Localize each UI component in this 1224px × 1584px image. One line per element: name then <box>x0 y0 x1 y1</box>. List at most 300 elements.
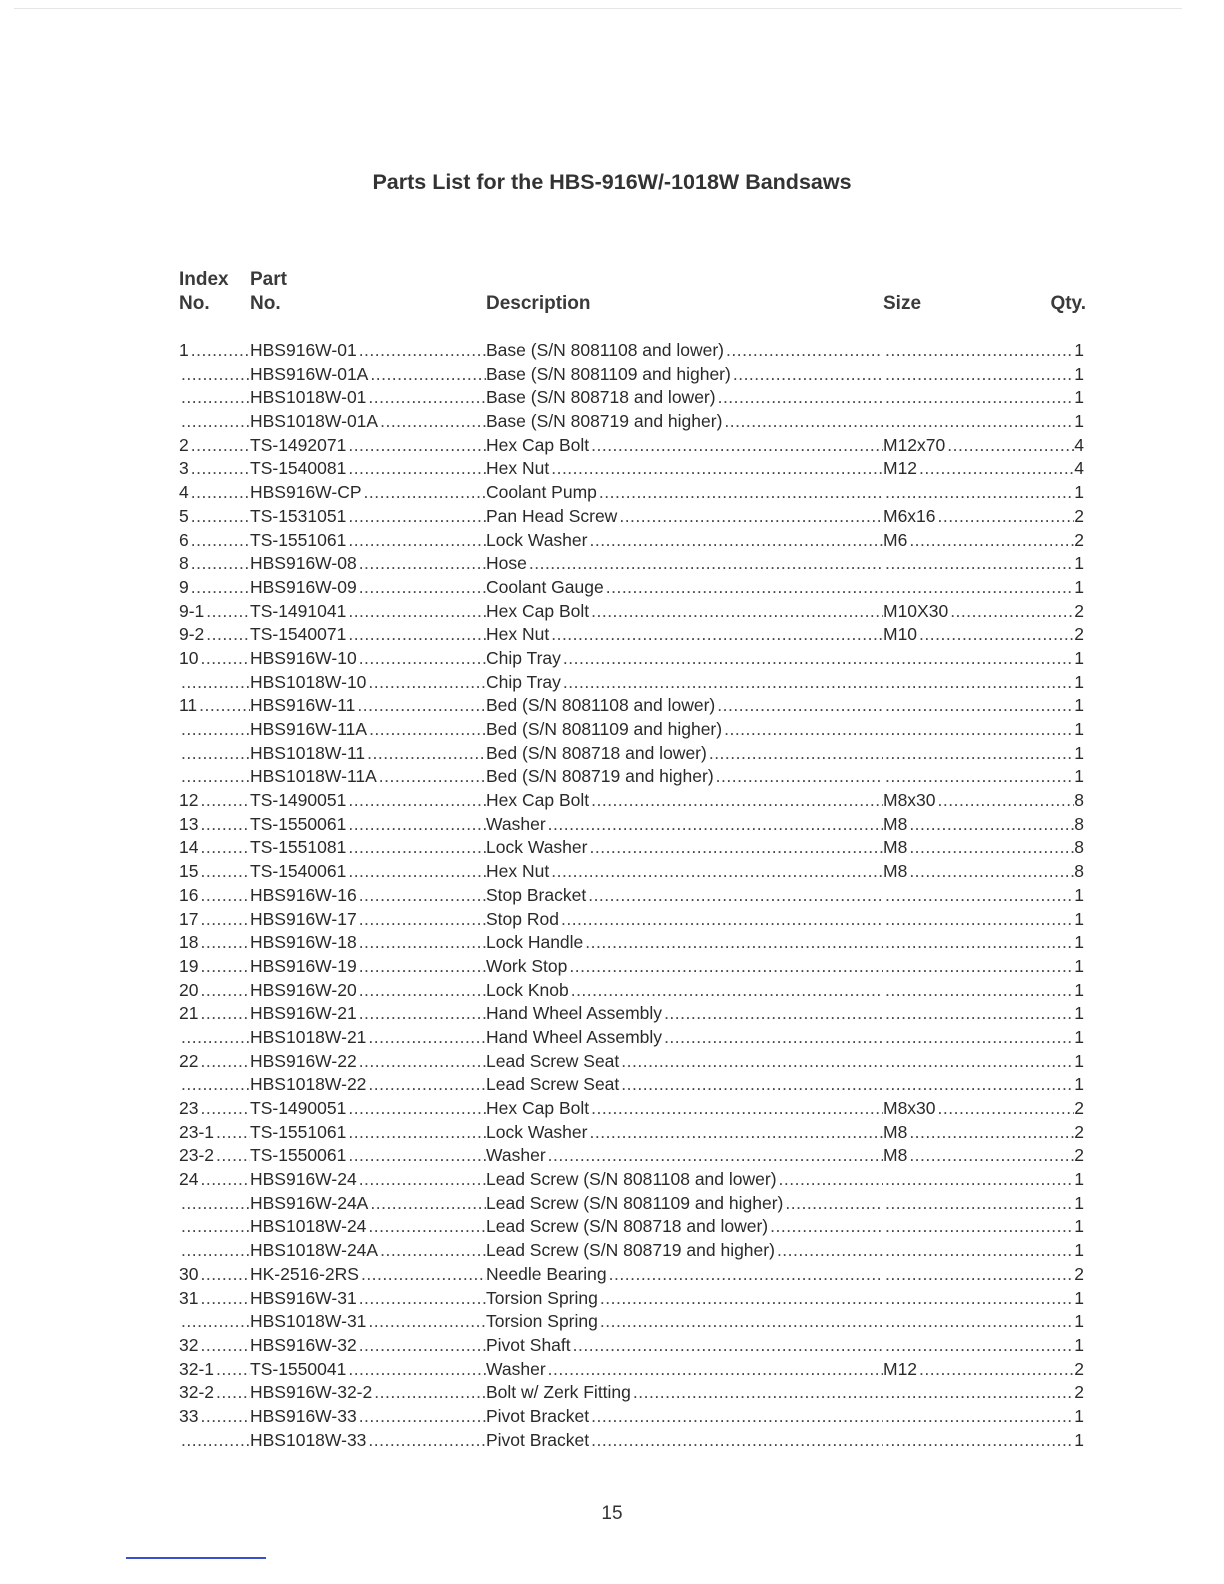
table-row <box>179 481 1086 505</box>
part-number-cell-text: HBS916W-32-2 <box>250 1382 373 1403</box>
header-description: Description <box>486 293 591 314</box>
dot-leader <box>909 529 1074 553</box>
dot-leader <box>885 931 1074 955</box>
index-cell <box>179 1192 250 1216</box>
index-cell <box>179 1215 250 1239</box>
dot-leader <box>551 457 883 481</box>
part-number-cell <box>250 1215 486 1239</box>
qty-cell <box>1074 742 1086 766</box>
index-cell-text: 32-2 <box>179 1382 215 1403</box>
index-cell-text: 14 <box>179 837 199 858</box>
size-cell <box>883 884 1074 908</box>
size-cell-text: M6x16 <box>883 505 936 526</box>
part-number-cell <box>250 1358 486 1382</box>
qty-cell-text: 1 <box>1074 576 1084 597</box>
description-cell-text: Hex Cap Bolt <box>486 790 590 811</box>
qty-cell-text: 2 <box>1074 1098 1084 1118</box>
description-cell-text: Lock Washer <box>486 837 588 858</box>
index-cell <box>179 1287 250 1311</box>
size-cell <box>883 1050 1074 1074</box>
index-cell <box>179 765 250 789</box>
index-cell <box>179 576 250 600</box>
part-number-cell-text: HBS916W-18 <box>250 932 357 953</box>
qty-cell <box>1074 789 1086 813</box>
dot-leader <box>563 671 883 695</box>
part-number-cell <box>250 339 486 363</box>
qty-cell <box>1074 1334 1086 1358</box>
dot-leader <box>348 529 486 553</box>
qty-cell-text: 1 <box>1074 908 1084 929</box>
table-row <box>179 576 1086 600</box>
dot-leader <box>885 671 1074 695</box>
dot-leader <box>919 1358 1074 1382</box>
part-number-cell <box>250 671 486 695</box>
index-cell <box>179 1097 250 1121</box>
dot-leader <box>950 600 1074 624</box>
dot-leader <box>206 623 250 647</box>
table-row <box>179 789 1086 813</box>
dot-leader <box>619 505 883 529</box>
dot-leader <box>191 339 250 363</box>
dot-leader <box>200 860 250 884</box>
qty-cell <box>1074 647 1086 671</box>
qty-cell <box>1074 505 1086 529</box>
size-cell-text: M8x30 <box>883 1098 936 1118</box>
size-cell <box>883 1310 1074 1334</box>
dot-leader <box>348 1097 486 1121</box>
qty-cell-text: 1 <box>1074 387 1084 408</box>
index-cell-text: 23-1 <box>179 1121 215 1142</box>
dot-leader <box>368 1026 486 1050</box>
dot-leader <box>181 363 250 387</box>
qty-cell <box>1074 813 1086 837</box>
dot-leader <box>181 1310 250 1334</box>
description-cell-text: Lock Washer <box>486 1121 588 1142</box>
index-cell-text: 2 <box>179 434 189 455</box>
dot-leader <box>364 481 486 505</box>
index-cell <box>179 363 250 387</box>
dot-leader <box>609 1263 883 1287</box>
qty-cell-text: 1 <box>1074 1334 1084 1355</box>
part-number-cell-text: TS-1551061 <box>250 1121 347 1142</box>
dot-leader <box>716 765 883 789</box>
table-row <box>179 908 1086 932</box>
index-cell <box>179 529 250 553</box>
table-row <box>179 505 1086 529</box>
dot-leader <box>664 1026 883 1050</box>
table-row <box>179 1168 1086 1192</box>
dot-leader <box>785 1192 883 1216</box>
qty-cell-text: 1 <box>1074 340 1084 360</box>
index-cell <box>179 789 250 813</box>
size-cell <box>883 1334 1074 1358</box>
index-cell-text: 4 <box>179 482 189 503</box>
description-cell-text: Bolt w/ Zerk Fitting <box>486 1382 631 1403</box>
size-cell <box>883 552 1074 576</box>
dot-leader <box>885 1002 1074 1026</box>
part-number-cell-text: HBS916W-20 <box>250 979 357 1000</box>
part-number-cell <box>250 576 486 600</box>
description-cell <box>486 1215 883 1239</box>
qty-cell-text: 2 <box>1074 624 1084 645</box>
dot-leader <box>368 1215 486 1239</box>
size-cell <box>883 1239 1074 1263</box>
dot-leader <box>181 1026 250 1050</box>
dot-leader <box>200 884 250 908</box>
dot-leader <box>200 1405 250 1429</box>
part-number-cell <box>250 1405 486 1429</box>
index-cell <box>179 1144 250 1168</box>
index-cell-text: 33 <box>179 1405 199 1426</box>
qty-cell-text: 2 <box>1074 1263 1084 1284</box>
size-cell <box>883 1215 1074 1239</box>
dot-leader <box>885 1050 1074 1074</box>
qty-cell <box>1074 1287 1086 1311</box>
index-cell <box>179 931 250 955</box>
index-cell <box>179 884 250 908</box>
dot-leader <box>380 1239 486 1263</box>
dot-leader <box>359 1050 486 1074</box>
description-cell <box>486 600 883 624</box>
index-cell-text: 13 <box>179 813 199 834</box>
dot-leader <box>359 1002 486 1026</box>
description-cell-text: Pivot Shaft <box>486 1334 571 1355</box>
qty-cell <box>1074 908 1086 932</box>
dot-leader <box>359 1405 486 1429</box>
description-cell <box>486 1026 883 1050</box>
description-cell-text: Stop Bracket <box>486 884 587 905</box>
dot-leader <box>909 860 1074 884</box>
part-number-cell <box>250 908 486 932</box>
part-number-cell-text: TS-1491041 <box>250 600 347 621</box>
table-row <box>179 1215 1086 1239</box>
dot-leader <box>181 742 250 766</box>
dot-leader <box>885 765 1074 789</box>
table-row <box>179 931 1086 955</box>
dot-leader <box>591 600 883 624</box>
description-cell <box>486 1429 883 1453</box>
size-cell-text: M6 <box>883 529 908 550</box>
index-cell-text: 15 <box>179 861 199 882</box>
dot-leader <box>359 908 486 932</box>
description-cell-text: Lock Handle <box>486 932 584 953</box>
part-number-cell-text: TS-1492071 <box>250 434 347 455</box>
dot-leader <box>777 1239 883 1263</box>
dot-leader <box>367 742 486 766</box>
index-cell-text: 19 <box>179 955 199 976</box>
dot-leader <box>600 1287 883 1311</box>
parts-list <box>179 339 1086 1452</box>
size-cell <box>883 955 1074 979</box>
description-cell <box>486 931 883 955</box>
description-cell-text: Torsion Spring <box>486 1287 598 1308</box>
dot-leader <box>200 1334 250 1358</box>
dot-leader <box>885 1215 1074 1239</box>
size-cell-text: M8 <box>883 861 908 882</box>
description-cell <box>486 742 883 766</box>
description-cell-text: Hex Cap Bolt <box>486 434 590 455</box>
dot-leader <box>368 1429 486 1453</box>
qty-cell-text: 1 <box>1074 671 1084 692</box>
qty-cell <box>1074 718 1086 742</box>
table-row <box>179 860 1086 884</box>
dot-leader <box>379 765 486 789</box>
part-number-cell-text: HBS916W-08 <box>250 553 357 574</box>
index-cell-text: 8 <box>179 553 189 574</box>
description-cell <box>486 1405 883 1429</box>
dot-leader <box>664 1002 883 1026</box>
description-cell <box>486 481 883 505</box>
size-cell-text: M12 <box>883 458 918 479</box>
table-row <box>179 1239 1086 1263</box>
qty-cell <box>1074 1381 1086 1405</box>
size-cell <box>883 1168 1074 1192</box>
dot-leader <box>885 1429 1074 1453</box>
dot-leader <box>726 339 883 363</box>
dot-leader <box>369 718 486 742</box>
table-row <box>179 434 1086 458</box>
index-cell <box>179 1310 250 1334</box>
index-cell-text: 21 <box>179 1003 199 1024</box>
dot-leader <box>563 647 883 671</box>
qty-cell-text: 1 <box>1074 411 1084 432</box>
dot-leader <box>724 410 883 434</box>
index-cell <box>179 1381 250 1405</box>
description-cell-text: Washer <box>486 813 546 834</box>
table-row <box>179 1263 1086 1287</box>
dot-leader <box>200 1097 250 1121</box>
dot-leader <box>368 1073 486 1097</box>
part-number-cell <box>250 505 486 529</box>
part-number-cell-text: TS-1531051 <box>250 505 347 526</box>
description-cell <box>486 505 883 529</box>
dot-leader <box>606 576 883 600</box>
dot-leader <box>885 1239 1074 1263</box>
qty-cell <box>1074 1002 1086 1026</box>
part-number-cell-text: HBS916W-32 <box>250 1334 357 1355</box>
qty-cell-text: 1 <box>1074 1074 1084 1095</box>
index-cell <box>179 1239 250 1263</box>
dot-leader <box>199 694 250 718</box>
qty-cell-text: 1 <box>1074 1311 1084 1332</box>
header-size: Size <box>883 293 922 314</box>
dot-leader <box>909 813 1074 837</box>
qty-cell <box>1074 931 1086 955</box>
index-cell-text: 17 <box>179 908 199 929</box>
part-number-cell <box>250 931 486 955</box>
part-number-cell <box>250 836 486 860</box>
part-number-cell-text: HBS916W-22 <box>250 1050 357 1071</box>
table-row <box>179 1429 1086 1453</box>
description-cell <box>486 884 883 908</box>
dot-leader <box>348 789 486 813</box>
description-cell <box>486 457 883 481</box>
description-cell <box>486 339 883 363</box>
dot-leader <box>368 671 486 695</box>
part-number-cell <box>250 481 486 505</box>
size-cell <box>883 505 1074 529</box>
part-number-cell <box>250 765 486 789</box>
qty-cell <box>1074 1310 1086 1334</box>
size-cell-text: M8 <box>883 1145 908 1166</box>
dot-leader <box>633 1381 883 1405</box>
dot-leader <box>885 718 1074 742</box>
dot-leader <box>359 1334 486 1358</box>
description-cell-text: Lead Screw (S/N 808718 and lower) <box>486 1216 769 1237</box>
index-cell <box>179 1358 250 1382</box>
description-cell-text: Pan Head Screw <box>486 505 618 526</box>
qty-cell-text: 2 <box>1074 1145 1084 1166</box>
description-cell <box>486 1358 883 1382</box>
description-cell-text: Hex Nut <box>486 458 550 479</box>
dot-leader <box>561 908 883 932</box>
qty-cell-text: 4 <box>1074 458 1084 479</box>
dot-leader <box>551 860 883 884</box>
table-row <box>179 1334 1086 1358</box>
dot-leader <box>380 410 486 434</box>
part-number-cell-text: HBS916W-10 <box>250 647 357 668</box>
dot-leader <box>359 552 486 576</box>
dot-leader <box>200 931 250 955</box>
qty-cell-text: 2 <box>1074 1358 1084 1379</box>
part-number-cell <box>250 718 486 742</box>
part-number-cell <box>250 1168 486 1192</box>
index-cell-text: 5 <box>179 505 189 526</box>
dot-leader <box>181 386 250 410</box>
size-cell <box>883 600 1074 624</box>
description-cell <box>486 979 883 1003</box>
dot-leader <box>200 836 250 860</box>
part-number-cell-text: HBS916W-16 <box>250 884 357 905</box>
description-cell <box>486 1073 883 1097</box>
size-cell <box>883 1381 1074 1405</box>
dot-leader <box>548 1144 883 1168</box>
qty-cell <box>1074 765 1086 789</box>
header-index-no <box>179 268 229 316</box>
page-number: 15 <box>601 1503 623 1524</box>
size-cell <box>883 1287 1074 1311</box>
size-cell <box>883 1429 1074 1453</box>
description-cell-text: Lead Screw Seat <box>486 1074 620 1095</box>
part-number-cell-text: TS-1551061 <box>250 529 347 550</box>
index-cell <box>179 647 250 671</box>
description-cell <box>486 860 883 884</box>
table-row <box>179 884 1086 908</box>
part-number-cell <box>250 552 486 576</box>
dot-leader <box>589 529 883 553</box>
dot-leader <box>359 647 486 671</box>
index-cell <box>179 481 250 505</box>
dot-leader <box>200 1168 250 1192</box>
part-number-cell-text: HBS1018W-01A <box>250 411 379 432</box>
part-number-cell-text: TS-1550061 <box>250 813 347 834</box>
dot-leader <box>200 813 250 837</box>
size-cell <box>883 931 1074 955</box>
description-cell-text: Lock Washer <box>486 529 588 550</box>
part-number-cell-text: TS-1550041 <box>250 1358 347 1379</box>
description-cell <box>486 1334 883 1358</box>
dot-leader <box>200 1002 250 1026</box>
description-cell-text: Coolant Pump <box>486 482 597 503</box>
part-number-cell-text: HBS1018W-10 <box>250 671 367 692</box>
index-cell-text: 12 <box>179 790 199 811</box>
dot-leader <box>200 1287 250 1311</box>
qty-cell-text: 1 <box>1074 766 1084 787</box>
dot-leader <box>181 1215 250 1239</box>
qty-cell-text: 1 <box>1074 1026 1084 1047</box>
description-cell-text: Hose <box>486 553 527 574</box>
dot-leader <box>216 1381 250 1405</box>
index-cell-text: 1 <box>179 340 189 360</box>
dot-leader <box>600 1310 883 1334</box>
part-number-cell-text: TS-1490051 <box>250 1098 347 1118</box>
description-cell-text: Chip Tray <box>486 647 561 668</box>
description-cell-text: Lead Screw (S/N 8081108 and lower) <box>486 1169 777 1190</box>
index-cell-text: 22 <box>179 1050 199 1071</box>
dot-leader <box>885 694 1074 718</box>
qty-cell-text: 1 <box>1074 1405 1084 1426</box>
size-cell-text: M8x30 <box>883 790 936 811</box>
qty-cell-text: 2 <box>1074 600 1084 621</box>
dot-leader <box>909 1144 1074 1168</box>
dot-leader <box>206 600 250 624</box>
description-cell <box>486 410 883 434</box>
description-cell <box>486 623 883 647</box>
description-cell <box>486 552 883 576</box>
table-row <box>179 1002 1086 1026</box>
dot-leader <box>200 1050 250 1074</box>
description-cell <box>486 1097 883 1121</box>
table-row <box>179 339 1086 363</box>
index-cell <box>179 457 250 481</box>
table-row <box>179 457 1086 481</box>
qty-cell <box>1074 363 1086 387</box>
description-cell <box>486 813 883 837</box>
part-number-cell <box>250 1239 486 1263</box>
dot-leader <box>724 718 883 742</box>
qty-cell <box>1074 1121 1086 1145</box>
qty-cell <box>1074 955 1086 979</box>
description-cell-text: Needle Bearing <box>486 1263 607 1284</box>
dot-leader <box>200 647 250 671</box>
dot-leader <box>181 718 250 742</box>
dot-leader <box>885 979 1074 1003</box>
part-number-cell-text: HBS916W-01 <box>250 340 357 360</box>
description-cell-text: Washer <box>486 1358 546 1379</box>
index-cell <box>179 1263 250 1287</box>
index-cell <box>179 718 250 742</box>
dot-leader <box>361 1263 486 1287</box>
dot-leader <box>885 339 1074 363</box>
qty-cell-text: 1 <box>1074 363 1084 384</box>
dot-leader <box>357 694 486 718</box>
dot-leader <box>591 434 883 458</box>
dot-leader <box>885 1310 1074 1334</box>
dot-leader <box>216 1358 250 1382</box>
part-number-cell-text: HBS1018W-01 <box>250 387 367 408</box>
dot-leader <box>181 410 250 434</box>
dot-leader <box>359 339 486 363</box>
size-cell <box>883 1263 1074 1287</box>
part-number-cell <box>250 742 486 766</box>
table-row <box>179 955 1086 979</box>
dot-leader <box>591 1097 883 1121</box>
index-cell <box>179 1050 250 1074</box>
part-number-cell <box>250 647 486 671</box>
part-number-cell <box>250 1002 486 1026</box>
qty-cell-text: 1 <box>1074 1429 1084 1450</box>
qty-cell <box>1074 1073 1086 1097</box>
